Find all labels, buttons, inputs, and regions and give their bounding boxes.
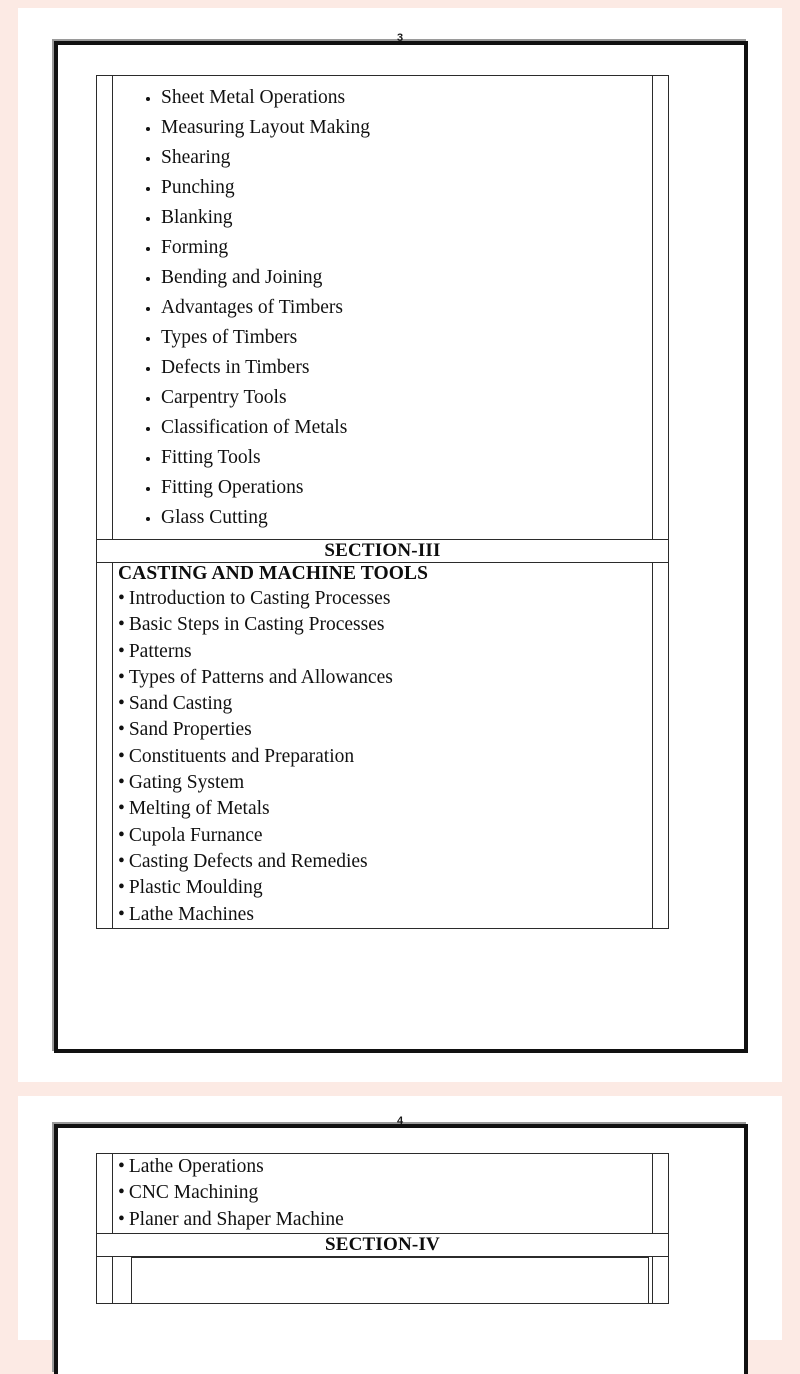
list-item-label: Plastic Moulding (128, 877, 263, 899)
list-item-label: Introduction to Casting Processes (128, 588, 391, 609)
list-item (113, 796, 652, 822)
bullet-icon: • (118, 719, 125, 741)
list-item (113, 1207, 652, 1233)
list-item: • Carpentry Tools (161, 383, 652, 413)
list-item: • Forming (161, 233, 652, 263)
bullet-icon: • (118, 640, 125, 662)
list-item: • Sheet Metal Operations (161, 83, 652, 113)
syllabus-table-page-4 (96, 1153, 669, 1304)
list-item: • Classification of Metals (161, 413, 652, 443)
list-item: • Bending and Joining (161, 263, 652, 293)
list-item (113, 1180, 652, 1206)
list-item (113, 1154, 652, 1180)
list-item (113, 770, 652, 796)
list-item-label: CNC Machining (128, 1182, 259, 1204)
table-row-empty-block (97, 1256, 669, 1303)
list-item (113, 612, 652, 638)
list-item-label: Lathe Operations (128, 1156, 264, 1177)
bullet-icon: • (118, 693, 125, 715)
left-rail-cell (97, 1154, 113, 1234)
unit-topic-list (113, 586, 652, 928)
continued-topics-cell (113, 1154, 653, 1234)
table-row-topics (97, 76, 669, 540)
list-item (113, 744, 652, 770)
list-item (113, 665, 652, 691)
list-item-label: Sand Properties (128, 719, 252, 741)
empty-content-box (131, 1257, 649, 1303)
table-row-section-divider (97, 540, 669, 563)
bullet-icon: • (118, 772, 125, 794)
list-item-label: Sand Casting (128, 693, 233, 715)
unit-cell (113, 563, 653, 929)
bullet-icon: • (118, 745, 125, 767)
document-page-4 (18, 1096, 782, 1340)
list-item (113, 875, 652, 901)
list-item (113, 823, 652, 849)
left-rail-cell (97, 563, 113, 929)
left-rail-cell (97, 1256, 113, 1303)
list-item (113, 717, 652, 743)
list-item-label: Patterns (128, 640, 192, 662)
list-item-label: Lathe Machines (128, 903, 254, 925)
bullet-icon: • (118, 1156, 125, 1177)
syllabus-table-page-3 (96, 75, 669, 929)
list-item: • Shearing (161, 143, 652, 173)
table-row-unit (97, 563, 669, 929)
bullet-icon: • (118, 588, 125, 609)
document-page-3 (18, 8, 782, 1082)
page-number-3: 3 (396, 32, 404, 44)
right-rail-cell (653, 563, 669, 929)
bullet-icon: • (118, 850, 125, 872)
section-divider-cell (97, 540, 669, 563)
continued-topic-list (113, 1154, 652, 1233)
list-item: • Advantages of Timbers (161, 293, 652, 323)
right-rail-cell (653, 76, 669, 540)
unit-heading: CASTING AND MACHINE TOOLS (118, 563, 429, 584)
list-item: • Measuring Layout Making (161, 113, 652, 143)
list-item (113, 639, 652, 665)
list-item: • Defects in Timbers (161, 353, 652, 383)
list-item-label: Casting Defects and Remedies (128, 850, 368, 872)
page-number-4: 4 (396, 1115, 404, 1127)
list-item-label: Constituents and Preparation (128, 745, 355, 767)
list-item-label: Types of Patterns and Allowances (128, 666, 393, 688)
list-item: • Types of Timbers (161, 323, 652, 353)
right-rail-cell (653, 1256, 669, 1303)
list-item: • Blanking (161, 203, 652, 233)
left-rail-cell (97, 76, 113, 540)
right-rail-cell (653, 1154, 669, 1234)
bullet-icon: • (118, 903, 125, 925)
bullet-icon: • (118, 1182, 125, 1204)
list-item: • Fitting Operations (161, 473, 652, 503)
list-item: • Fitting Tools (161, 443, 652, 473)
bullet-icon: • (118, 798, 125, 820)
bullet-icon: • (118, 1208, 125, 1230)
list-item: • Glass Cutting (161, 503, 652, 533)
section-title: SECTION-IV (325, 1233, 440, 1255)
topics-cell (113, 76, 653, 540)
list-item-label: Melting of Metals (128, 798, 270, 820)
list-item (113, 849, 652, 875)
table-row-section-divider (97, 1233, 669, 1256)
list-item (113, 902, 652, 928)
bullet-icon: • (118, 877, 125, 899)
table-row-continued-topics (97, 1154, 669, 1234)
list-item-label: Gating System (128, 772, 245, 794)
list-item-label: Cupola Furnance (128, 824, 263, 846)
bullet-icon: • (118, 614, 125, 636)
bullet-icon: • (118, 824, 125, 846)
bullet-icon: • (118, 666, 125, 688)
list-item-label: Planer and Shaper Machine (128, 1208, 344, 1230)
list-item-label: Basic Steps in Casting Processes (128, 614, 385, 636)
list-item (113, 691, 652, 717)
list-item (113, 586, 652, 612)
topic-list (113, 76, 652, 539)
section-divider-cell (97, 1233, 669, 1256)
list-item: • Punching (161, 173, 652, 203)
empty-content-cell (113, 1256, 653, 1303)
section-title: SECTION-III (324, 540, 441, 561)
